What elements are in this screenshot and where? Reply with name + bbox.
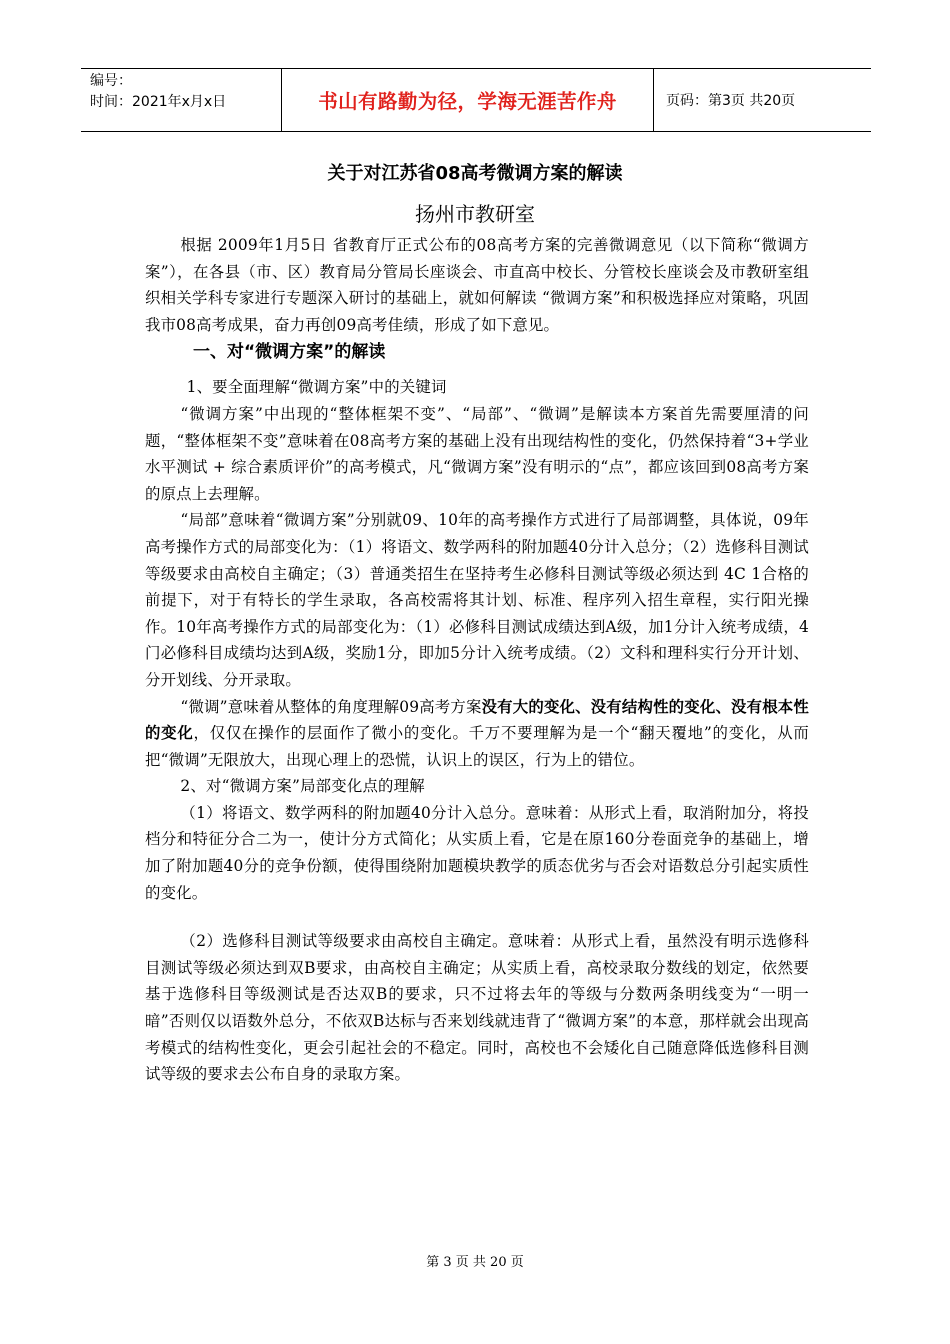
page-footer: 第 3 页 共 20 页	[426, 1255, 524, 1270]
microadjust-text-start: “微调”意味着从整体的角度理解09高考方案	[180, 697, 482, 716]
header-meta-cell	[81, 69, 282, 131]
paragraph-local: “局部”意味着“微调方案”分别就09、10年的高考操作方式进行了局部调整，具体说，09年高考操作方式的局部变化为：（1）将语文、数学两科的附加题40分计入总分；（2）选修科目测试等级要求由高校自主确定；（3）普通类招生在坚持考生必修科目测试等级必须达到 4C 1合格的前提下，对于有特长的学生录取，各高校需将其计划、标准、程序列入招生章程，实行阳光操作。10年高考操作方式的局部变化为：（1）必修科目测试成绩达到A级，加1分计入统考成绩，4门必修科目成绩均达到A级，奖励1分，即加5分计入统考成绩。（2）文科和理科实行分开计划、分开划线、分开录取。	[145, 511, 809, 689]
microadjust-text-end: ，仅仅在操作的层面作了微小的变化。千万不要理解为是一个“翻天覆地”的变化，从而把“微调”无限放大，出现心理上的恐慌，认识上的误区，行为上的错位。	[145, 724, 809, 769]
paragraph-gap	[145, 906, 809, 928]
doc-date-label: 时间：2021年x月x日	[90, 94, 227, 110]
paragraph-microadjust	[145, 694, 809, 774]
paragraph-keywords: “微调方案”中出现的“整体框架不变”、“局部”、“微调”是解读本方案首先需要厘清的问题，“整体框架不变”意味着在08高考方案的基础上没有出现结构性的变化，仍然保持着“3+学业水平测试 + 综合素质评价”的高考模式，凡“微调方案”没有明示的“点”，都应该回到08高考方案的原点上去理解。	[145, 404, 809, 503]
document-title: 关于对江苏省08高考微调方案的解读	[327, 163, 623, 184]
document-body	[145, 232, 809, 1088]
document-author: 扬州市教研室	[415, 202, 535, 226]
microadjust-emphasis: 没有大的变化、没有结构性的变化、没有根本性的变化	[145, 697, 809, 743]
paragraph-point-1: （1）将语文、数学两科的附加题40分计入总分。意味着：从形式上看，取消附加分，将投档分和特征分合二为一，使计分方式简化；从实质上看，它是在原160分卷面竞争的基础上，增加了附加题40分的竞争份额，使得围绕附加题模块教学的质态优劣与否会对语数总分引起实质性的变化。	[145, 803, 809, 902]
page-header	[81, 68, 871, 132]
intro-paragraph: 根据 2009年1月5日 省教育厅正式公布的08高考方案的完善微调意见（以下简称“微调方案”），在各县（市、区）教育局分管局长座谈会、市直高中校长、分管校长座谈会及市教研室组织相关学科专家进行专题深入研讨的基础上，就如何解读 “微调方案”和积极选择应对策略，巩固我市08高考成果，奋力再创09高考佳绩，形成了如下意见。	[145, 236, 809, 334]
header-page-info: 页码：第3页 共20页	[666, 93, 796, 109]
paragraph-point-2: （2）选修科目测试等级要求由高校自主确定。意味着：从形式上看，虽然没有明示选修科目测试等级必须达到双B要求，由高校自主确定；从实质上看，高校录取分数线的划定，依然要基于选修科目等级测试是否达双B的要求，只不过将去年的等级与分数两条明线变为“一明一暗”否则仅以语数外总分，不依双B达标与否来划线就违背了“微调方案”的本意，那样就会出现高考模式的结构性变化，更会引起社会的不稳定。同时，高校也不会矮化自己随意降低选修科目测试等级的要求去公布自身的录取方案。	[145, 932, 809, 1084]
subheading-2: 2、对“微调方案”局部变化点的理解	[180, 777, 425, 796]
subheading-1: 1、要全面理解“微调方案”中的关键词	[186, 378, 447, 397]
doc-number-label: 编号：	[90, 73, 132, 89]
section-heading-1: 一、对“微调方案”的解读	[193, 342, 386, 363]
header-motto: 书山有路勤为径，学海无涯苦作舟	[282, 69, 654, 131]
